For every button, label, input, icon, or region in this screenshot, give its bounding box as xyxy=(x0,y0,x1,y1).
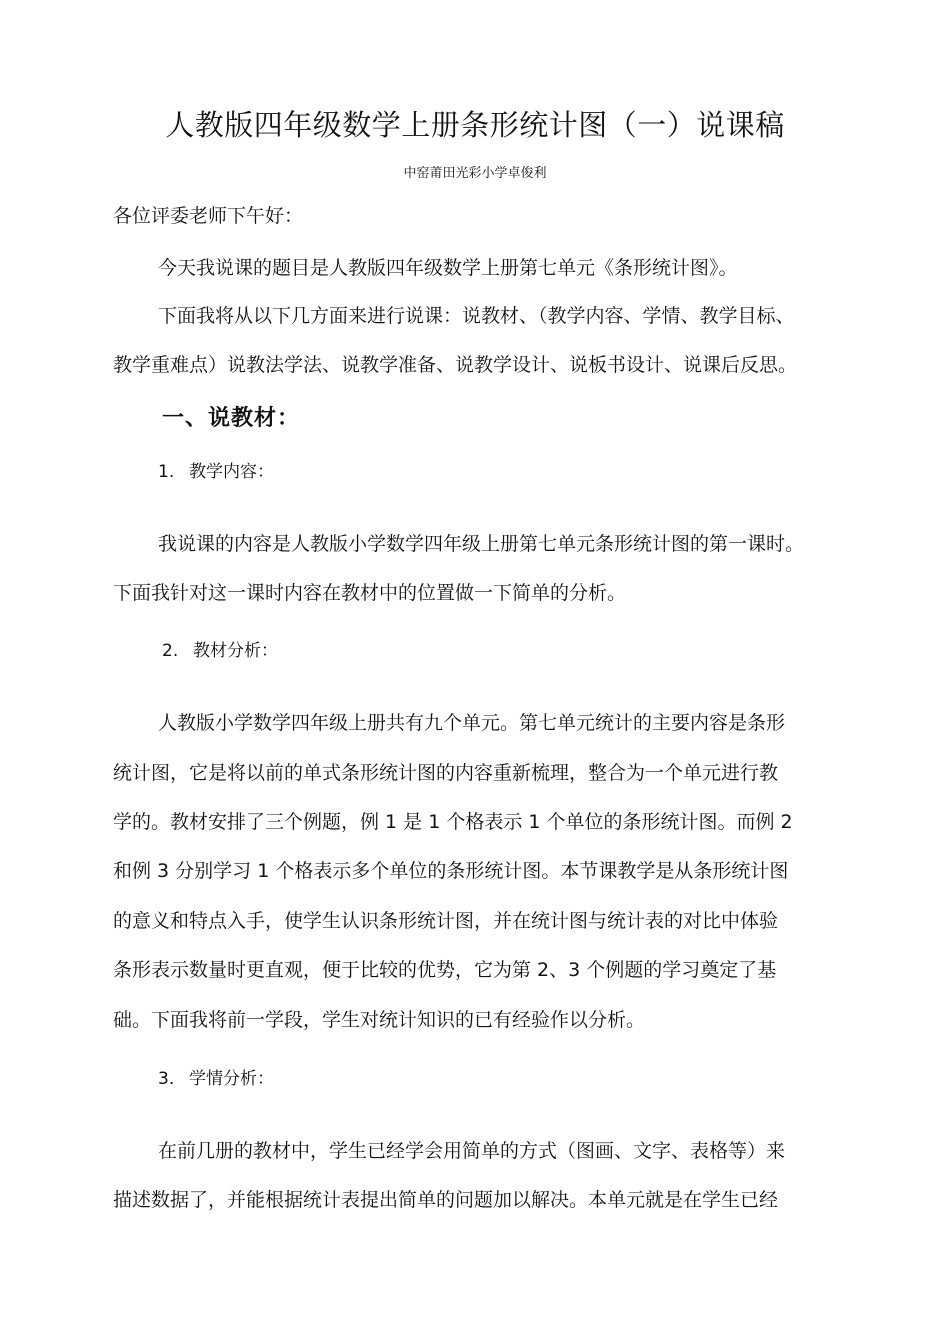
subheading-textbook-analysis xyxy=(162,636,278,666)
subheading-label: 教材分析： xyxy=(193,641,278,661)
subheading-number: 3. xyxy=(158,1069,175,1089)
author-line: 中窑莆田光彩小学卓俊利 xyxy=(403,166,547,181)
paragraph-line: 和例 3 分别学习 1 个格表示多个单位的条形统计图。本节课教学是从条形统计图 xyxy=(113,860,789,882)
paragraph-line: 条形表示数量时更直观，便于比较的优势，它为第 2、3 个例题的学习奠定了基 xyxy=(113,959,777,981)
outline-line-2: 教学重难点）说教法学法、说教学准备、说教学设计、说板书设计、说课后反思。 xyxy=(113,354,798,376)
subheading-number: 2. xyxy=(162,641,179,661)
subheading-student-analysis xyxy=(158,1064,274,1094)
paragraph-line: 学的。教材安排了三个例题，例 1 是 1 个格表示 1 个单位的条形统计图。而例 2 xyxy=(113,811,793,833)
outline-line-1: 下面我将从以下几方面来进行说课：说教材、（教学内容、学情、教学目标、 xyxy=(158,305,795,327)
document-title: 人教版四年级数学上册条形统计图（一）说课稿 xyxy=(165,108,785,142)
subheading-number: 1. xyxy=(158,462,175,482)
subheading-teaching-content xyxy=(158,457,274,487)
greeting: 各位评委老师下午好： xyxy=(113,205,304,227)
intro-paragraph: 今天我说课的题目是人教版四年级数学上册第七单元《条形统计图》。 xyxy=(158,257,738,279)
paragraph-line: 础。下面我将前一学段，学生对统计知识的已有经验作以分析。 xyxy=(113,1009,646,1031)
subheading-label: 学情分析： xyxy=(189,1069,274,1089)
subheading-label: 教学内容： xyxy=(189,462,274,482)
paragraph-line: 的意义和特点入手，使学生认识条形统计图，并在统计图与统计表的对比中体验 xyxy=(113,910,779,932)
paragraph-line: 人教版小学数学四年级上册共有九个单元。第七单元统计的主要内容是条形 xyxy=(158,712,786,734)
paragraph-line: 我说课的内容是人教版小学数学四年级上册第七单元条形统计图的第一课时。 xyxy=(158,533,805,555)
paragraph-line: 统计图，它是将以前的单式条形统计图的内容重新梳理，整合为一个单元进行教 xyxy=(113,762,779,784)
paragraph-line: 描述数据了，并能根据统计表提出简单的问题加以解决。本单元就是在学生已经 xyxy=(113,1189,779,1211)
paragraph-line: 在前几册的教材中，学生已经学会用简单的方式（图画、文字、表格等）来 xyxy=(158,1140,786,1162)
paragraph-line: 下面我针对这一课时内容在教材中的位置做一下简单的分析。 xyxy=(113,582,627,604)
section-heading-textbook: 一、说教材： xyxy=(162,406,301,431)
